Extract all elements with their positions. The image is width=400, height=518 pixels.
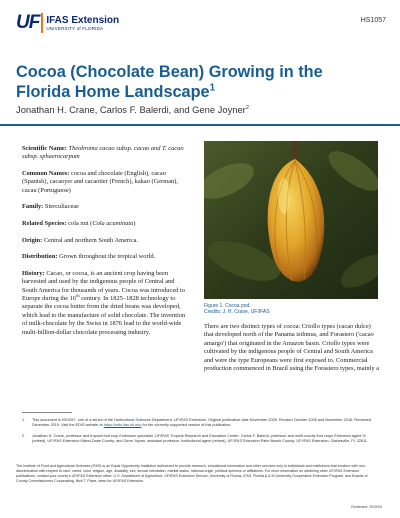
document-id: HS1057 bbox=[360, 17, 386, 24]
title-divider bbox=[0, 124, 400, 126]
origin-label: Origin: bbox=[22, 236, 43, 244]
figure-caption bbox=[204, 303, 378, 315]
related-species-italic: Cola acuminata bbox=[92, 220, 134, 227]
ifas-disclaimer: The Institute of Food and Agricultural Sciences (IFAS) is an Equal Opportunity Institution authorized to provide research, educational information and other services only to individuals and institutions that function with non-discrimination with respect to race, creed, color, religion, age, disability, sex, sexual orientation, marital status, national origin, political opinions or affiliations. For more information on obtaining other UF/IFAS Extension publications, contact your county's UF/IFAS Extension office. U.S. Department of Agriculture, UF/IFAS Extension Service, University of Florida, IFAS, Florida A & M University Cooperative Extension Program, and Boards of County Commissioners Cooperating. Nick T. Place, dean for UF/IFAS Extension. bbox=[16, 464, 368, 483]
distribution-label: Distribution: bbox=[22, 253, 58, 261]
related-species-paragraph bbox=[22, 220, 187, 228]
footnote-text bbox=[32, 418, 378, 429]
title-text: Cocoa (Chocolate Bean) Growing in the Florida Home Landscape bbox=[16, 63, 323, 101]
left-column bbox=[22, 145, 187, 345]
common-names-value: cocoa and chocolate (English), cacao (Spanish), cacaoyer and cacaotier (French), kakao (German), cacau (Portuguese) bbox=[22, 170, 178, 194]
revision-stamp: Reviewed: 2019/03 bbox=[351, 505, 382, 509]
logo-wordmark bbox=[46, 15, 119, 32]
cocoa-types-paragraph: There are two distinct types of cocoa: Criollo types (cacao dulce) that developed north of the Panama isthmus, and Forastero ('cacao amargo') that originated in the Amazon basin. Criollo types were cultivated by the indigenous people of Central and South America and were the type Europeans were first exposed to. Commercial production commenced in Brazil using the Forastero types, mainly a bbox=[204, 323, 379, 373]
uf-ifas-logo[interactable] bbox=[16, 13, 119, 33]
footnote-item bbox=[22, 434, 378, 445]
footnotes bbox=[22, 418, 378, 449]
origin-paragraph bbox=[22, 237, 187, 245]
family-value: Sterculiaceae bbox=[44, 203, 79, 211]
footnote-text-part1: This document is HS1057, one of a series of the Horticultural Sciences Department, UF/IFAS Extension. Original publication date November 2005. Revised October 2006 and November 2016. Reviewed December 2019. Visit the EDIS website at bbox=[32, 418, 371, 428]
related-species-close: ) bbox=[133, 220, 136, 227]
scientific-name-value: Theobroma cacao subsp. cacao and T. cacao subsp. sphaerocarpum bbox=[22, 145, 184, 161]
logo-ifas-text: IFAS Extension bbox=[46, 14, 120, 26]
history-label: History: bbox=[22, 269, 45, 277]
distribution-paragraph bbox=[22, 253, 187, 261]
page-title bbox=[16, 62, 376, 102]
logo-university-text: UNIVERSITY of FLORIDA bbox=[46, 25, 104, 31]
footnote-number: 1. bbox=[22, 418, 26, 422]
page-header bbox=[16, 13, 386, 35]
authors-line bbox=[16, 104, 376, 115]
scientific-name-paragraph bbox=[22, 145, 187, 162]
cocoa-pod-illustration bbox=[204, 141, 378, 299]
family-paragraph bbox=[22, 203, 187, 211]
logo-uf-mark: UF bbox=[16, 12, 40, 33]
origin-value: Central and northern South America. bbox=[43, 236, 139, 244]
footnote-divider bbox=[22, 412, 72, 413]
authors-footnote-marker: 2 bbox=[245, 104, 249, 111]
caption-credits: Credits: J. H. Crane, UF/IFAS bbox=[204, 309, 270, 315]
authors-text: Jonathan H. Crane, Carlos F. Balerdi, and Gene Joyner bbox=[16, 104, 246, 115]
history-paragraph bbox=[22, 270, 187, 337]
cocoa-pod-photo bbox=[204, 141, 378, 299]
footnote-item bbox=[22, 418, 378, 429]
history-text-part2: century. In 1825–1828 technology to separate the cocoa butter from the dried beans was developed, which lead to the manufacture of solid chocolate. The invention of milk-chocolate by the Swiss in 1876 lead to the world-wide multi-billion-dollar chocolate processing industry. bbox=[22, 295, 186, 336]
scientific-name-label: Scientific Name: bbox=[22, 145, 67, 152]
title-footnote-marker: 1 bbox=[209, 82, 216, 94]
related-species-label: Related Species: bbox=[22, 220, 67, 227]
logo-divider bbox=[41, 13, 43, 33]
edis-link[interactable]: https://edis.ifas.ufl.edu bbox=[103, 423, 142, 428]
distribution-value: Grown throughout the tropical world. bbox=[59, 253, 156, 261]
related-species-value: cola nut ( bbox=[68, 220, 93, 227]
footnote-text bbox=[32, 434, 378, 445]
caption-title: Figure 1. Cocoa pod. bbox=[204, 303, 251, 309]
right-column bbox=[204, 323, 380, 373]
footnote-number: 2. bbox=[22, 433, 26, 438]
history-text-part1: Cacao, or cocoa, is an ancient crop having been harvested and used by the indigenous people of Central and South America for thousands of years. Cocoa was introduced to Europe during the 16 bbox=[22, 269, 185, 302]
family-label: Family: bbox=[22, 203, 44, 211]
footnote-text-part2: for the currently supported version of this publication. bbox=[141, 423, 232, 428]
history-superscript: th bbox=[76, 292, 80, 298]
common-names-paragraph bbox=[22, 170, 187, 195]
footnote-text-part1: Jonathan H. Crane, professor and tropical fruit crop Extension specialist, UF/IFAS Tropical Research and Education Center; Carlos F. Balerdi, professor and multi-county fruit crops Extension agent IV (retired), UF/IFAS Extension Miami-Dade County; and Gene Joyner, assistant professor, horticultural agent (retired), UF/IFAS Extension Palm Beach County; UF/IFAS Extension, Gainesville, FL 32611. bbox=[32, 433, 368, 443]
common-names-label: Common Names: bbox=[22, 170, 70, 177]
